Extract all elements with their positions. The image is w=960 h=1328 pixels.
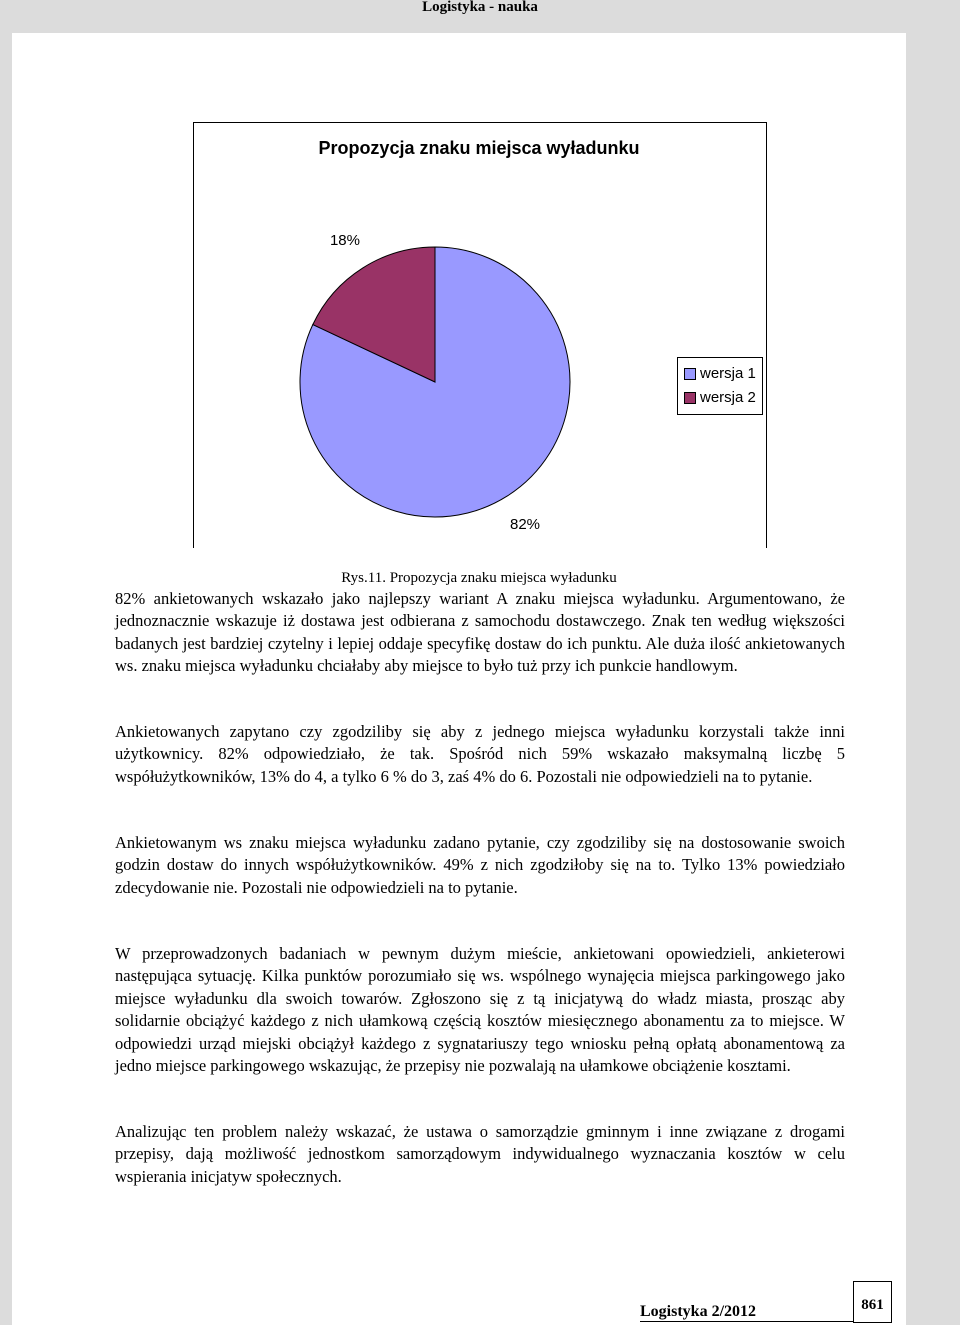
paragraph-1: 82% ankietowanych wskazało jako najlepszy wariant A znaku miejsca wyładunku. Argumentowano, że jednoznacznie wskazuje iż dostawa jest odbierana z samochodu dostawczego. Znak ten według większości badanych jest bardziej czytelny i lepiej oddaje specyfikę dostaw do ich punktu. Ale duża ilość ankietowanych ws. znaku miejsca wyładunku chciałaby aby miejsce to było tuż przy ich punkcie handlowym.	[115, 589, 845, 676]
chart-title: Propozycja znaku miejsca wyładunku	[318, 138, 640, 158]
chart-legend	[677, 357, 763, 415]
legend-label: wersja 2	[700, 389, 756, 406]
paragraph-4: W przeprowadzonych badaniach w pewnym dużym mieście, ankietowani opowiedzieli, ankieterowi następująca sytuację. Kilka punktów porozumiało się ws. wspólnego wynajęcia miejsca parkingowego jako miejsce wyładunku dla swoich towarów. Zgłoszono się z tą inicjatywą do władz miasta, prosząc aby solidarnie obciążyć każdego z nich ułamkową częścią kosztów miesięcznego abonamentu za to miejsce. W odpowiedzi urząd miejski obciążył każdego z sygnatariuszy tego wniosku pełną opłatą abonamentową za jedno miejsce parkingowego wskazując, że przepisy nie pozwalają na ułamkowe obciążenie kosztami.	[115, 944, 845, 1076]
legend-label: wersja 1	[700, 365, 756, 382]
pie-chart	[193, 122, 765, 547]
legend-item-wersja-1	[684, 364, 756, 384]
running-header: Logistyka - nauka	[422, 0, 538, 15]
legend-item-wersja-2	[684, 388, 756, 408]
data-label-wersja-1: 82%	[510, 515, 541, 533]
figure-caption: Rys.11. Propozycja znaku miejsca wyładunku	[341, 570, 617, 586]
paragraph-3: Ankietowanym ws znaku miejsca wyładunku zadano pytanie, czy zgodziliby się na dostosowanie swoich godzin dostaw do innych współużytkowników. 49% z nich zgodziłoby się na to. Tylko 13% powiedziało zdecydowanie nie. Pozostali nie odpowiedzieli na to pytanie.	[115, 833, 845, 897]
footer-journal: Logistyka 2/2012	[640, 1303, 757, 1320]
legend-swatch-wersja-1	[684, 368, 696, 380]
left-margin-band	[0, 0, 12, 1325]
data-label-wersja-2: 18%	[329, 232, 360, 250]
right-margin-band	[906, 0, 960, 1282]
paragraph-5: Analizując ten problem należy wskazać, że ustawa o samorządzie gminnym i inne związane z drogami przepisy, dają możliwość jednostkom samorządowym indywidualnego wyznaczania kosztów w celu wspierania inicjatyw społecznych.	[115, 1122, 845, 1186]
paragraph-2: Ankietowanych zapytano czy zgodziliby się aby z jednego miejsca wyładunku korzystali także inni użytkownicy. 82% odpowiedziało, że tak. Spośród nich 59% wskazało maksymalną liczbę 5 współużytkowników, 13% do 4, a tylko 6 % do 3, zaś 4% do 6. Pozostali nie odpowiedzieli na to pytanie.	[115, 722, 845, 786]
legend-swatch-wersja-2	[684, 392, 696, 404]
page-number: 861	[853, 1281, 892, 1323]
